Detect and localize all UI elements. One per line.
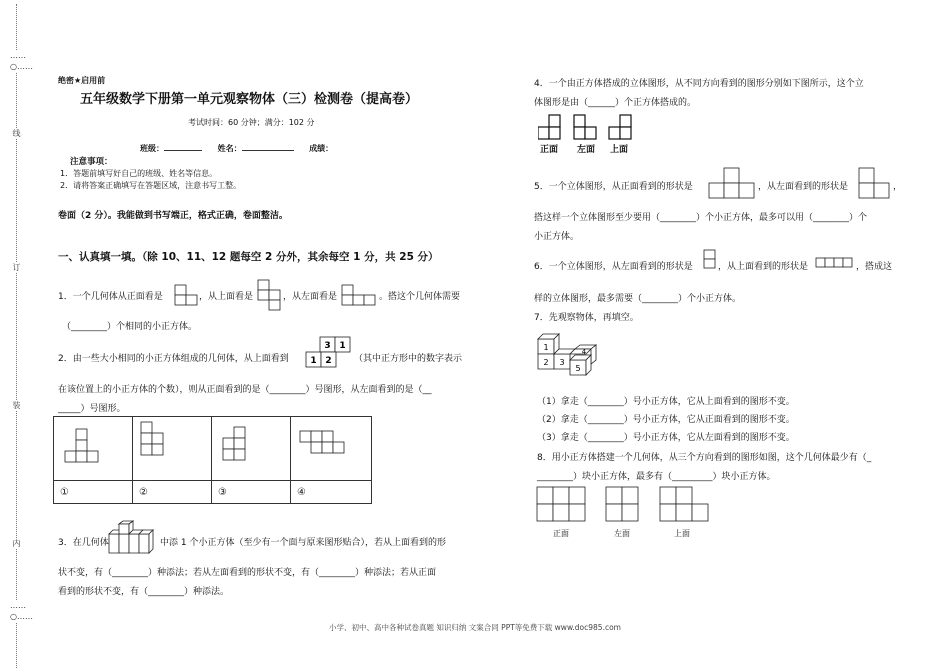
q2-text-b: （其中正方形中的数字表示 — [354, 354, 463, 364]
q4-label-front: 正面 — [540, 145, 559, 155]
q1-text-b: ，从上面看是 — [199, 292, 254, 302]
q1-text-c: ，从左面看是 — [283, 292, 338, 302]
q5-text-a: 5．一个立体图形，从正面看到的形状是 — [534, 182, 693, 192]
binding-char-order: 订 — [10, 262, 23, 273]
section1-heading: 一、认真填一填。（除 10、11、12 题每空 2 分外，其余每空 1 分，共 25 分） — [58, 251, 439, 263]
q2-grid-number: 3 — [324, 341, 331, 351]
option-3-figure — [212, 417, 290, 477]
q6-text-a: 6．一个立体图形，从左面看到的形状是 — [534, 262, 693, 272]
q7-item-3: （3）拿走（________）号小正方体，它从左面看到的图形不变。 — [537, 433, 795, 443]
q3-solid-figure — [107, 520, 162, 554]
q2-options-table — [53, 416, 372, 504]
q7-cube-stack-figure — [536, 327, 600, 379]
q7-cube-number: 3 — [559, 358, 565, 367]
binding-char-inner: 内 — [10, 538, 23, 549]
q2-option-label-3: ③ — [212, 481, 291, 504]
name-field[interactable] — [242, 150, 294, 151]
q5-text-b: ，从左面看到的形状是 — [758, 182, 849, 192]
q6-left-view-figure — [703, 249, 717, 271]
q2-line2: 在该位置上的小正方体的个数），则从正面看到的是（________）号图形，从左面看到的是（__ — [58, 385, 432, 395]
q4-line1: 4．一个由正方体搭成的立体图形，从不同方向看到的图形分别如下图所示，这个立 — [534, 79, 864, 89]
secret-label: 绝密★启用前 — [58, 76, 106, 85]
binding-char-line: 线 — [10, 128, 23, 139]
binding-char-install: 装 — [10, 400, 23, 411]
q1-left-view-figure — [341, 284, 378, 306]
q7-cube-number: 4 — [581, 348, 587, 356]
q8-label-top: 上面 — [674, 529, 690, 538]
q7-cube-number: 2 — [543, 358, 549, 367]
score-label: 成绩： — [309, 144, 334, 153]
q2-grid-number: 1 — [339, 341, 346, 351]
q7-item-1: （1）拿走（________）号小正方体，它从上面看到的图形不变。 — [537, 397, 795, 407]
q2-top-view-grid — [305, 336, 351, 368]
q6-top-view-figure — [815, 257, 853, 269]
q3-text-a: 3．在几何体 — [58, 538, 109, 548]
binding-dotted-line — [16, 4, 17, 668]
q4-label-left: 左面 — [577, 145, 596, 155]
q8-label-front: 正面 — [553, 529, 569, 538]
binding-dots-top: ……○…… — [10, 51, 33, 71]
q5-line2: 搭这样一个立体图形至少要用（________）个小正方体，最多可以用（________）个 — [534, 213, 868, 223]
student-fields — [140, 143, 333, 154]
q1-line1 — [58, 289, 163, 302]
q1-text-d: 。搭这个几何体需要 — [379, 292, 461, 302]
binding-dots-bottom: ……○…… — [10, 601, 33, 621]
q2-grid-number: 1 — [310, 356, 317, 366]
q2-option-label-4: ④ — [291, 481, 372, 504]
q2-grid-number: 2 — [325, 356, 332, 366]
q2-option-figure-4[interactable] — [291, 417, 372, 481]
q8-label-left: 左面 — [614, 529, 630, 538]
q5-front-view-figure — [708, 167, 756, 199]
option-2-figure — [133, 417, 211, 477]
q7-item-2: （2）拿走（________）号小正方体，它从正面看到的图形不变。 — [537, 415, 795, 425]
q6-text-c: ，搭成这 — [856, 262, 893, 272]
q2-option-figure-1[interactable] — [54, 417, 133, 481]
exam-info: 考试时间：60 分钟；满分：102 分 — [188, 118, 315, 127]
q3-text-b: 中添 1 个小正方体（至少有一个面与原来图形贴合），若从上面看到的形 — [160, 538, 446, 548]
q8-line1: 8．用小正方体搭建一个几何体，从三个方向看到的图形如图，这个几何体最少有（_ — [537, 453, 872, 463]
q7-cube-number: 1 — [543, 343, 549, 352]
q5-left-view-figure — [858, 167, 891, 199]
page-title: 五年级数学下册第一单元观察物体（三）检测卷（提高卷） — [80, 92, 419, 107]
q6-text-b: ，从上面看到的形状是 — [718, 262, 809, 272]
binding-margin — [0, 0, 33, 672]
page-footer: 小学、初中、高中各种试卷真题 知识归纳 文案合同 PPT等免费下载 www.doc985.com — [329, 623, 621, 632]
q4-line2: 体图形是由（______）个正方体搭成的。 — [534, 98, 697, 108]
notes-heading: 注意事项： — [70, 157, 113, 167]
notes-item-1: 1．答题前填写好自己的班级、姓名等信息。 — [60, 169, 218, 178]
q2-option-figure-3[interactable] — [212, 417, 291, 481]
q2-option-label-1: ① — [54, 481, 133, 504]
q3-line2: 状不变，有（________）种添法；若从左面看到的形状不变，有（________）种添法；若从正面 — [58, 568, 437, 578]
q2-line3: _____）号图形。 — [58, 404, 126, 414]
q2-text-a: 2．由一些大小相同的小正方体组成的几何体，从上面看到 — [58, 354, 289, 364]
q8-views-figure — [536, 486, 726, 522]
q7-cube-number: 5 — [575, 364, 581, 373]
notes-item-2: 2．请将答案正确填写在答题区域，注意书写工整。 — [60, 181, 242, 190]
q4-views-figure — [538, 113, 638, 143]
q1-line2: （________）个相同的小正方体。 — [62, 322, 198, 332]
option-1-figure — [54, 417, 132, 477]
q1-front-view-figure — [174, 284, 198, 306]
option-4-figure — [291, 417, 371, 477]
q6-line2: 样的立体图形，最多需要（________）个小正方体。 — [534, 294, 742, 304]
q2-option-label-2: ② — [133, 481, 212, 504]
q5-text-c: ， — [893, 182, 903, 192]
q5-line3: 小正方体。 — [534, 232, 580, 242]
q7-heading: 7．先观察物体，再填空。 — [534, 313, 639, 323]
roll-note: 卷面（2 分）。我能做到书写端正，格式正确，卷面整洁。 — [58, 211, 288, 221]
name-label: 姓名： — [217, 144, 242, 153]
class-label: 班级： — [140, 144, 164, 153]
q3-line3: 看到的形状不变，有（________）种添法。 — [58, 587, 230, 597]
q4-label-top: 上面 — [610, 145, 629, 155]
q1-text-a: 1．一个几何体从正面看是 — [58, 292, 163, 302]
q8-line2: ________）块小正方体，最多有（_________）块小正方体。 — [537, 472, 776, 482]
q2-option-figure-2[interactable] — [133, 417, 212, 481]
q1-top-view-figure — [257, 279, 281, 311]
class-field[interactable] — [164, 150, 202, 151]
